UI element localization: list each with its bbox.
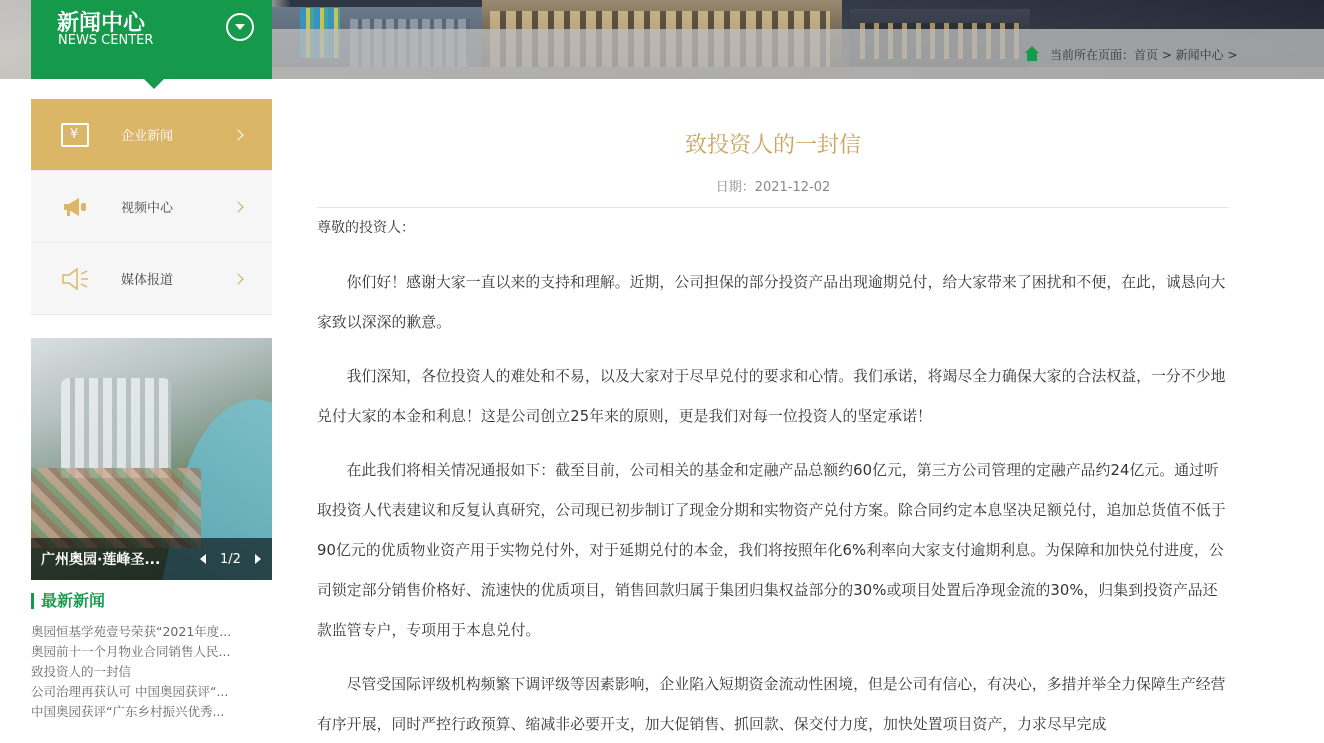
article-paragraph: 你们好！感谢大家一直以来的支持和理解。近期，公司担保的部分投资产品出现逾期兑付，给大家带来了困扰和不便，在此，诚恳向大家致以深深的歉意。 — [317, 274, 1226, 331]
pointer-caret — [144, 79, 164, 89]
speaker-icon — [61, 267, 89, 291]
sidebar-item-label: 企业新闻 — [121, 129, 174, 144]
prev-arrow-icon[interactable] — [200, 554, 206, 564]
sidebar-item-video-center[interactable] — [31, 171, 272, 243]
section-title: 新闻中心 — [57, 11, 146, 36]
breadcrumb[interactable] — [1024, 45, 1238, 63]
next-arrow-icon[interactable] — [255, 554, 261, 564]
sidebar-item-label: 媒体报道 — [121, 273, 174, 288]
chevron-right-icon — [232, 129, 243, 140]
divider — [317, 207, 1229, 208]
article-title: 致投资人的一封信 — [684, 133, 861, 158]
project-slideshow[interactable] — [31, 338, 272, 580]
megaphone-icon — [61, 195, 89, 219]
sidebar-menu — [31, 99, 272, 315]
list-item[interactable]: 公司治理再获认可 中国奥园获评“... — [31, 684, 229, 699]
latest-news-list — [31, 622, 272, 722]
list-item[interactable]: 中国奥园获评“广东乡村振兴优秀... — [31, 704, 225, 719]
list-item[interactable]: 奥园恒基学苑壹号荣获“2021年度... — [31, 624, 232, 639]
article — [317, 120, 1229, 743]
slideshow-caption[interactable]: 广州奥园·莲峰圣... — [41, 552, 161, 568]
latest-news-heading: 最新新闻 — [31, 590, 272, 612]
slideshow-counter: 1/2 — [220, 551, 241, 567]
article-date: 日期：2021-12-02 — [715, 180, 831, 195]
chevron-right-icon — [232, 273, 243, 284]
section-subtitle: NEWS CENTER — [58, 33, 154, 48]
list-item[interactable]: 致投资人的一封信 — [31, 664, 132, 679]
slideshow-caption-bar — [31, 538, 272, 580]
article-paragraph: 我们深知，各位投资人的难处和不易，以及大家对于尽早兑付的要求和心情。我们承诺，将竭尽全力确保大家的合法权益，一分不少地兑付大家的本金和利息！这是公司创立25年来的原则，更是我们对每一位投资人的坚定承诺！ — [317, 368, 1226, 425]
chevron-down-icon[interactable] — [226, 13, 254, 41]
sidebar-item-label: 视频中心 — [121, 201, 174, 216]
breadcrumb-text[interactable]: 当前所在页面：首页 > 新闻中心 > — [1050, 47, 1238, 62]
home-icon[interactable] — [1024, 46, 1040, 62]
sidebar-item-enterprise-news[interactable] — [31, 99, 272, 171]
article-paragraph: 尽管受国际评级机构频繁下调评级等因素影响，企业陷入短期资金流动性困境，但是公司有信心，有决心，多措并举全力保障生产经营有序开展，同时严控行政预算、缩减非必要开支，加大促销售、抓回款、保交付力度，加快处置项目资产，力求尽早完成 — [317, 676, 1226, 733]
section-header — [31, 0, 272, 79]
latest-news — [31, 590, 272, 722]
chevron-right-icon — [232, 201, 243, 212]
yuan-box-icon — [61, 123, 89, 147]
article-paragraph: 在此我们将相关情况通报如下：截至目前，公司相关的基金和定融产品总额约60亿元，第三方公司管理的定融产品约24亿元。通过听取投资人代表建议和反复认真研究，公司现已初步制订了现金分期和实物资产兑付方案。除合同约定本息坚决足额兑付，追加总货值不低于90亿元的优质物业资产用于实物兑付外，对于延期兑付的本金，我们将按照年化6%利率向大家支付逾期利息。为保障和加快兑付进度，公司锁定部分销售价格好、流速快的优质项目，销售回款归属于集团归集权益部分的30%或项目处置后净现金流的30%，归集到投资产品还款监管专户，专项用于本息兑付。 — [317, 462, 1226, 639]
sidebar-item-media-reports[interactable] — [31, 243, 272, 315]
list-item[interactable]: 奥园前十一个月物业合同销售人民... — [31, 644, 231, 659]
article-greeting: 尊敬的投资人： — [317, 220, 415, 236]
